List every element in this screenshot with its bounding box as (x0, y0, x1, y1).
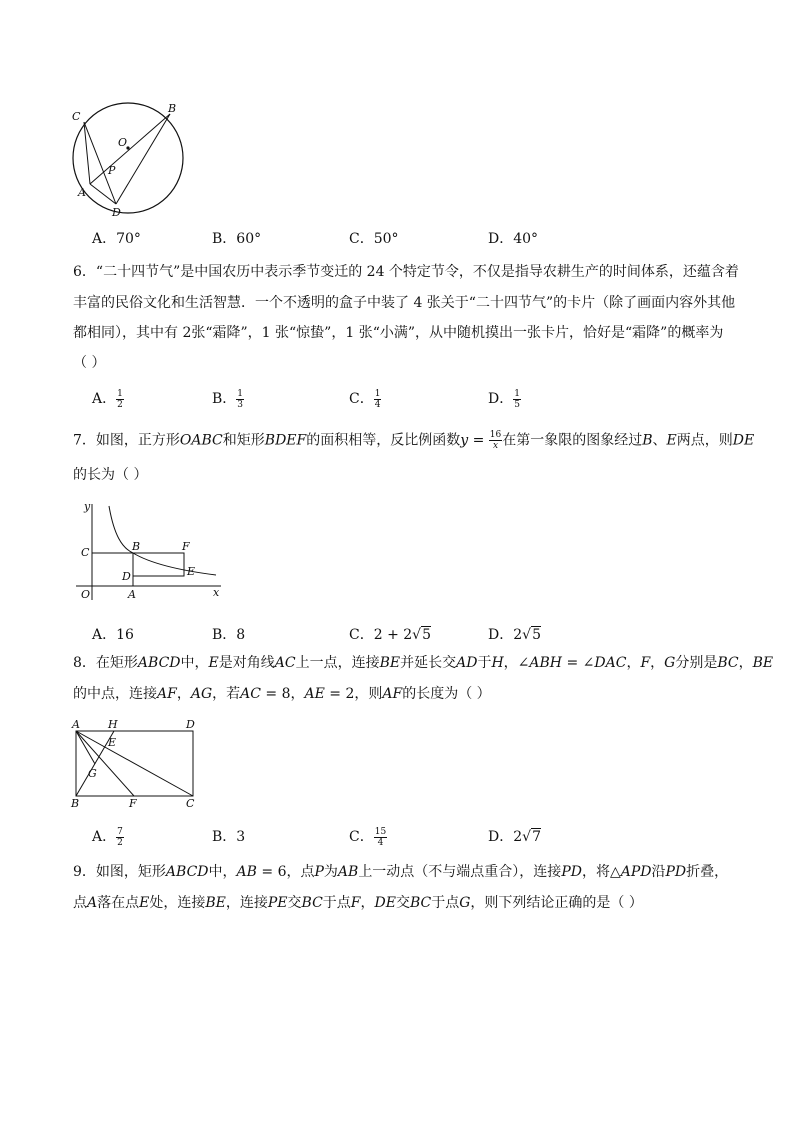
q7-graph-figure (76, 500, 226, 605)
segment-ca (84, 122, 90, 184)
label-c: C (72, 110, 81, 123)
q9-line-2: 点A落在点E处，连接BE，连接PE交BC于点F，DE交BC于点G，则下列结论正确的是（ ） (73, 895, 643, 911)
q7-option-b: B．8 (212, 627, 246, 643)
label-d: D (122, 570, 131, 583)
label-o: O (118, 136, 128, 149)
label-a: A (78, 186, 86, 199)
label-d: D (186, 718, 195, 731)
label-b: B (132, 540, 141, 553)
q8-line-2: 的中点，连接AF，AG，若AC = 8，AE = 2，则AF的长度为（ ） (73, 686, 491, 702)
q5-option-d: D．40° (488, 231, 539, 247)
q8-option-d: D．2√7 (488, 829, 541, 845)
q7-option-d: D．2√5 (488, 627, 541, 643)
q8-option-c: C． $\frac{15}{4}$ (349, 826, 387, 848)
q6-line-2: 丰富的民俗文化和生活智慧．一个不透明的盒子中装了 4 张关于“二十四节气”的卡片（除了画面内容外其他 (73, 295, 736, 311)
label-h: H (108, 718, 118, 731)
segment-af (76, 731, 134, 796)
q5-option-b: B．60° (212, 231, 262, 247)
q8-option-b: B．3 (212, 829, 246, 845)
label-e: E (108, 736, 117, 749)
q6-option-a: A． $\frac{1}{2}$ (92, 388, 123, 410)
q8-rectangle-figure (66, 716, 206, 808)
label-f: F (182, 540, 190, 553)
q8-option-a: A． $\frac{7}{2}$ (92, 826, 123, 848)
label-c: C (186, 797, 195, 808)
q7-option-a: A．16 (92, 627, 134, 643)
label-p: P (108, 164, 116, 177)
rect-bdef (133, 553, 184, 576)
q7-line-2: 的长为（ ） (73, 467, 148, 483)
label-g: G (88, 767, 97, 780)
q6-line-4: （ ） (73, 355, 106, 371)
hyperbola-curve (109, 506, 216, 575)
segment-ab (90, 114, 170, 184)
q7-line-1: 7．如图，正方形OABC和矩形BDEF的面积相等，反比例函数y = $\frac{16}{x}$ 在第一象限的图象经过B、E两点，则DE (73, 430, 755, 451)
label-o: O (81, 588, 91, 601)
label-e: E (187, 565, 196, 578)
q6-line-3: 都相同），其中有 2张“霜降”，1 张“惊蛰”，1 张“小满”，从中随机摸出一张卡片，恰好是“霜降”的概率为 (73, 325, 724, 341)
q5-circle-figure (62, 98, 222, 223)
label-f: F (129, 797, 137, 808)
q5-option-c: C．50° (349, 231, 399, 247)
q8-line-1: 8．在矩形ABCD中，E是对角线AC上一点，连接BE并延长交AD于H，∠ABH = ∠DAC，F，G分别是BC，BE (73, 655, 774, 671)
q6-line-1: 6．“二十四节气”是中国农历中表示季节变迁的 24 个特定节令，不仅是指导农耕生产的时间体系，还蕴含着 (73, 264, 739, 280)
q7-option-c: C．2 + 2√5 (349, 627, 432, 643)
label-b: B (71, 797, 80, 808)
q6-option-d: D． $\frac{1}{5}$ (488, 388, 520, 410)
q6-option-c: C． $\frac{1}{4}$ (349, 388, 381, 410)
label-a: A (72, 718, 80, 731)
label-c: C (81, 546, 90, 559)
q5-option-a: A．70° (92, 231, 141, 247)
label-x: x (213, 586, 220, 599)
segment-bd (116, 114, 170, 204)
label-b: B (168, 102, 177, 115)
label-y: y (84, 500, 91, 513)
diagonal-ac (76, 731, 193, 796)
label-d: D (112, 206, 121, 219)
q6-option-b: B． $\frac{1}{3}$ (212, 388, 244, 410)
label-a: A (128, 588, 136, 601)
q9-line-1: 9．如图，矩形ABCD中，AB = 6，点P为AB上一动点（不与端点重合），连接PD，将△APD沿PD折叠， (73, 864, 729, 880)
